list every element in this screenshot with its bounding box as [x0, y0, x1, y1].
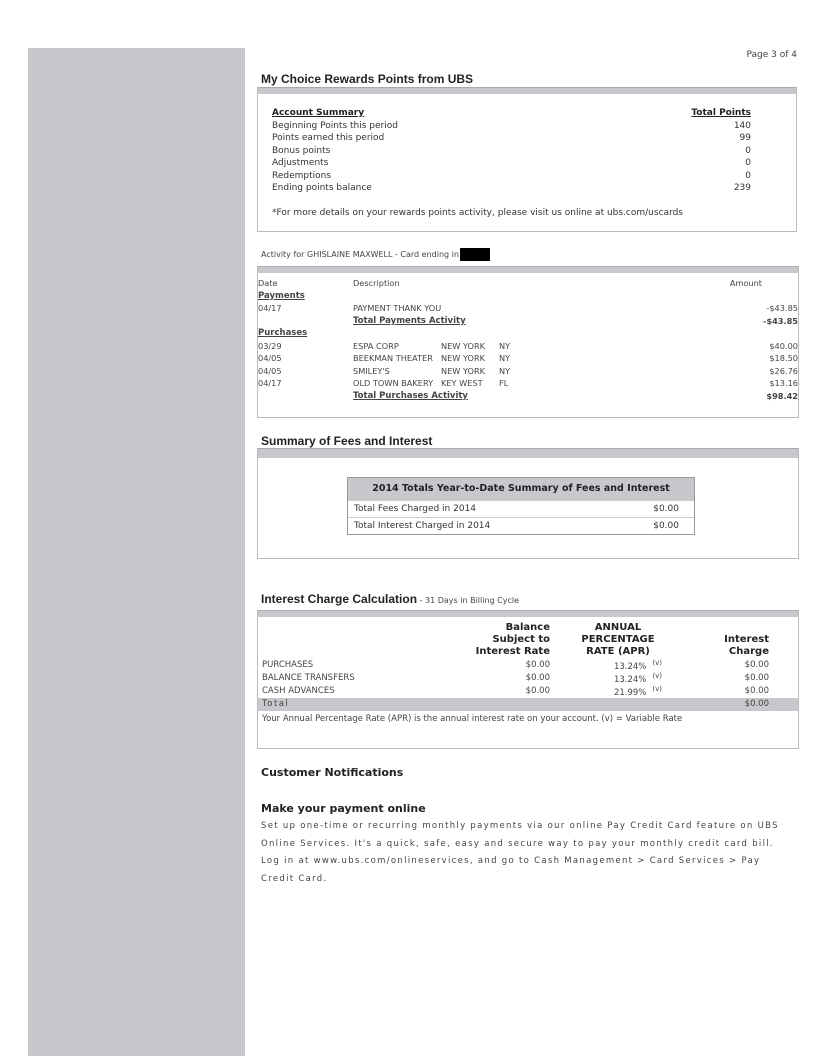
- interest-table: [258, 622, 798, 698]
- purchase-date: 03/29: [258, 340, 282, 351]
- spacer: [353, 327, 573, 340]
- total-points-heading: Total Points: [691, 108, 751, 118]
- purchase-date: 04/17: [258, 378, 282, 389]
- interest-charge: $0.00: [744, 660, 769, 670]
- fees-title: Summary of Fees and Interest: [261, 434, 433, 448]
- purchase-merchant: OLD TOWN BAKERY: [353, 378, 434, 389]
- table-row: [258, 315, 798, 328]
- purchase-description-cell: [353, 340, 573, 353]
- purchase-city: NEW YORK: [441, 340, 486, 351]
- interest-balance: $0.00: [525, 660, 550, 670]
- interest-subtitle: - 31 Days in Billing Cycle: [417, 596, 520, 605]
- fees-summary-table: [347, 477, 695, 535]
- interest-title-wrap: [261, 592, 519, 606]
- variable-rate-marker: (v): [652, 672, 662, 680]
- fees-row: [348, 517, 694, 534]
- fees-header-bar: [258, 448, 798, 458]
- purchase-amount: $26.76: [769, 365, 798, 376]
- rewards-row: [272, 170, 751, 183]
- rewards-title: My Choice Rewards Points from UBS: [261, 72, 474, 86]
- table-row: [258, 377, 798, 390]
- table-row: [258, 327, 798, 340]
- rewards-row: [272, 132, 751, 145]
- rewards-note: *For more details on your rewards points activity, please visit us online at ubs.com/uscards: [272, 207, 683, 218]
- redacted-card-number: [460, 248, 490, 261]
- purchase-city: NEW YORK: [441, 365, 486, 376]
- interest-apr: 13.24%: [613, 661, 647, 672]
- purchase-merchant: ESPA CORP: [353, 340, 399, 351]
- notifications-title: Customer Notifications: [261, 766, 404, 779]
- purchase-state: NY: [499, 365, 511, 376]
- spacer: [353, 290, 573, 303]
- interest-type: BALANCE TRANSFERS: [262, 673, 355, 684]
- interest-balance: $0.00: [525, 686, 550, 697]
- payments-total-label: Total Payments Activity: [353, 315, 466, 326]
- purchase-state: NY: [499, 340, 511, 351]
- rewards-row-value: 140: [733, 120, 751, 131]
- spacer: [258, 315, 353, 328]
- apr-note: Your Annual Percentage Rate (APR) is the annual interest rate on your account. (v) = Variable Rate: [262, 713, 683, 724]
- variable-rate-marker: (v): [652, 658, 662, 667]
- rewards-row-label: Adjustments: [272, 158, 329, 168]
- activity-box: [257, 266, 799, 418]
- purchases-total: $98.42: [766, 390, 798, 401]
- purchase-merchant: SMILEY'S: [353, 365, 390, 376]
- purchase-amount: $40.00: [769, 340, 798, 351]
- account-summary-heading: Account Summary: [272, 108, 365, 118]
- header-balance-line: Subject to: [492, 634, 550, 645]
- spacer: [258, 622, 468, 658]
- rewards-row-value: 0: [745, 158, 751, 168]
- purchase-description-cell: [353, 365, 573, 378]
- variable-rate-marker: (v): [652, 684, 662, 693]
- rewards-row-value: 0: [745, 145, 751, 156]
- left-sidebar-panel: [28, 48, 245, 1056]
- rewards-row: [272, 157, 751, 170]
- purchase-date: 04/05: [258, 353, 282, 364]
- purchase-date: 04/05: [258, 365, 282, 376]
- interest-type: CASH ADVANCES: [262, 686, 335, 697]
- fees-row-value: $0.00: [653, 504, 679, 514]
- payment-amount: -$43.85: [766, 303, 798, 314]
- fees-row-label: Total Interest Charged in 2014: [354, 521, 491, 531]
- header-balance: [468, 622, 550, 658]
- rewards-row-label: Beginning Points this period: [272, 120, 398, 131]
- rewards-row: [272, 120, 751, 133]
- interest-title: Interest Charge Calculation: [261, 592, 418, 606]
- interest-balance: $0.00: [525, 673, 550, 684]
- rewards-header-bar: [258, 87, 796, 94]
- fees-row: [348, 500, 694, 517]
- rewards-row-value: 0: [745, 170, 751, 181]
- header-charge-line: Charge: [728, 646, 769, 657]
- header-apr: [550, 622, 686, 658]
- rewards-box: [257, 87, 797, 232]
- interest-charge: $0.00: [744, 673, 769, 684]
- rewards-row-label: Bonus points: [272, 145, 331, 156]
- header-apr-line: ANNUAL: [594, 622, 642, 633]
- table-row: [258, 390, 798, 403]
- activity-title: Activity for GHISLAINE MAXWELL - Card ending in: [261, 250, 459, 259]
- purchase-city: KEY WEST: [441, 378, 483, 389]
- interest-type: PURCHASES: [262, 660, 314, 670]
- table-row: [258, 302, 798, 315]
- header-description: Description: [353, 278, 400, 289]
- interest-total-label: Total: [262, 698, 290, 709]
- fees-table-title: 2014 Totals Year-to-Date Summary of Fees and Interest: [348, 478, 694, 500]
- interest-apr: 13.24%: [613, 674, 647, 685]
- table-row: [258, 685, 798, 698]
- spacer: [258, 390, 353, 403]
- interest-total-row: [258, 698, 798, 711]
- payment-date: 04/17: [258, 303, 282, 314]
- interest-apr: 21.99%: [613, 687, 647, 698]
- purchase-description: [353, 366, 519, 376]
- payments-total: -$43.85: [763, 315, 798, 326]
- purchase-amount: $18.50: [769, 353, 798, 364]
- purchase-description-cell: [353, 352, 573, 365]
- header-amount: Amount: [729, 278, 762, 289]
- activity-title-wrap: [261, 248, 490, 261]
- rewards-row-label: Redemptions: [272, 170, 332, 181]
- interest-apr-cell: [550, 672, 686, 685]
- payments-label: Payments: [258, 290, 305, 301]
- purchase-description: [353, 353, 519, 363]
- table-row: [258, 365, 798, 378]
- purchase-state: FL: [499, 378, 509, 389]
- purchases-total-label: Total Purchases Activity: [353, 390, 468, 401]
- interest-header-row: [258, 622, 798, 658]
- rewards-row-value: 239: [733, 183, 751, 193]
- rewards-row-label: Ending points balance: [272, 183, 372, 193]
- table-row: [258, 352, 798, 365]
- purchase-description: [353, 341, 519, 351]
- purchase-merchant: BEEKMAN THEATER: [353, 353, 433, 364]
- rewards-row: [272, 182, 751, 195]
- header-apr-line: RATE (APR): [586, 646, 650, 657]
- table-row: [258, 672, 798, 685]
- rewards-row-value: 99: [739, 133, 751, 143]
- purchase-state: NY: [499, 353, 511, 364]
- rewards-row: [272, 145, 751, 158]
- purchase-amount: $13.16: [769, 378, 798, 389]
- payment-description: PAYMENT THANK YOU: [353, 303, 442, 314]
- header-charge-line: Interest: [724, 634, 769, 645]
- activity-header-bar: [258, 266, 798, 273]
- table-row: [258, 290, 798, 303]
- table-row: [258, 340, 798, 353]
- interest-total-value: $0.00: [744, 698, 769, 709]
- table-row: [258, 658, 798, 672]
- header-charge: [686, 622, 798, 658]
- rewards-rows: [272, 120, 751, 195]
- purchase-description: [353, 378, 519, 388]
- purchase-description-cell: [353, 377, 573, 390]
- activity-table: [258, 277, 798, 402]
- interest-apr-cell: [550, 685, 686, 698]
- header-balance-line: Balance: [505, 622, 550, 633]
- interest-apr-cell: [550, 658, 686, 672]
- table-row: [258, 277, 798, 290]
- notifications-subtitle: Make your payment online: [261, 802, 426, 815]
- purchases-label: Purchases: [258, 328, 308, 339]
- page-number: Page 3 of 4: [746, 50, 797, 60]
- purchase-city: NEW YORK: [441, 353, 486, 364]
- interest-header-bar: [258, 610, 798, 617]
- header-apr-line: PERCENTAGE: [581, 634, 655, 645]
- fees-box: [257, 448, 799, 559]
- interest-charge: $0.00: [744, 686, 769, 697]
- notifications-body: Set up one-time or recurring monthly payments via our online Pay Credit Card feature on UBS Online Services. It's a quick, safe, easy and secure way to pay your monthly credit card bill. Log in at www.ubs.com/onlineservices, and go to Cash Management > Card Services > Pay Credit Card.: [261, 821, 779, 884]
- fees-row-value: $0.00: [653, 521, 679, 531]
- spacer: [573, 327, 798, 340]
- rewards-row-label: Points earned this period: [272, 133, 385, 143]
- fees-row-label: Total Fees Charged in 2014: [354, 504, 477, 514]
- header-date: Date: [258, 278, 278, 289]
- spacer: [573, 290, 798, 303]
- interest-box: [257, 610, 799, 749]
- header-balance-line: Interest Rate: [475, 646, 550, 657]
